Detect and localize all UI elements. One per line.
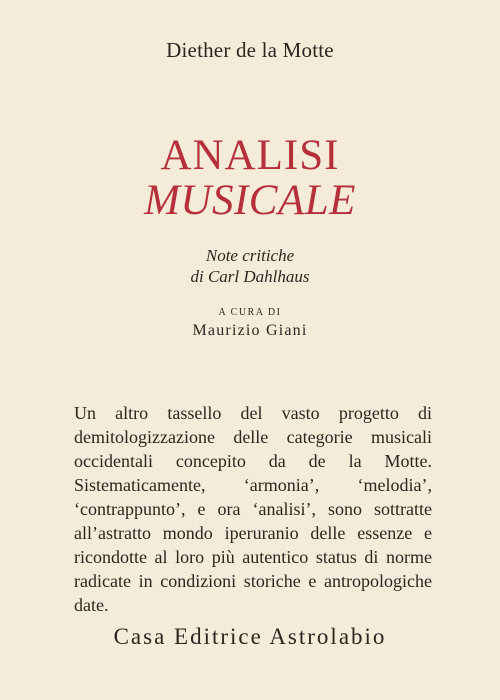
blurb-paragraph: Un altro tassello del vasto progetto di demitologizzazione delle categorie musicali occidentali concepito da de la Motte. Sistematicamente, ‘armonia’, ‘melodia’, ‘contrappunto’, e ora ‘analisi’, sono sottratte all’astratto mondo iperuranio delle essenze e ricondotte al loro più autentico status di norme radicate in condizioni storiche e antropologiche date. (74, 403, 432, 615)
notes-subtitle (0, 245, 500, 287)
publisher-name: Casa Editrice Astrolabio (113, 624, 387, 649)
editor-name: Maurizio Giani (192, 322, 308, 339)
editor-label: A CURA DI (218, 307, 282, 318)
title-line-musicale: MUSICALE (144, 177, 356, 224)
author-name: Diether de la Motte (166, 38, 334, 62)
book-title (0, 134, 500, 224)
notes-line-1: Note critiche (205, 246, 295, 265)
title-line-analisi: ANALISI (160, 132, 340, 179)
notes-line-2: di Carl Dahlhaus (190, 267, 310, 286)
